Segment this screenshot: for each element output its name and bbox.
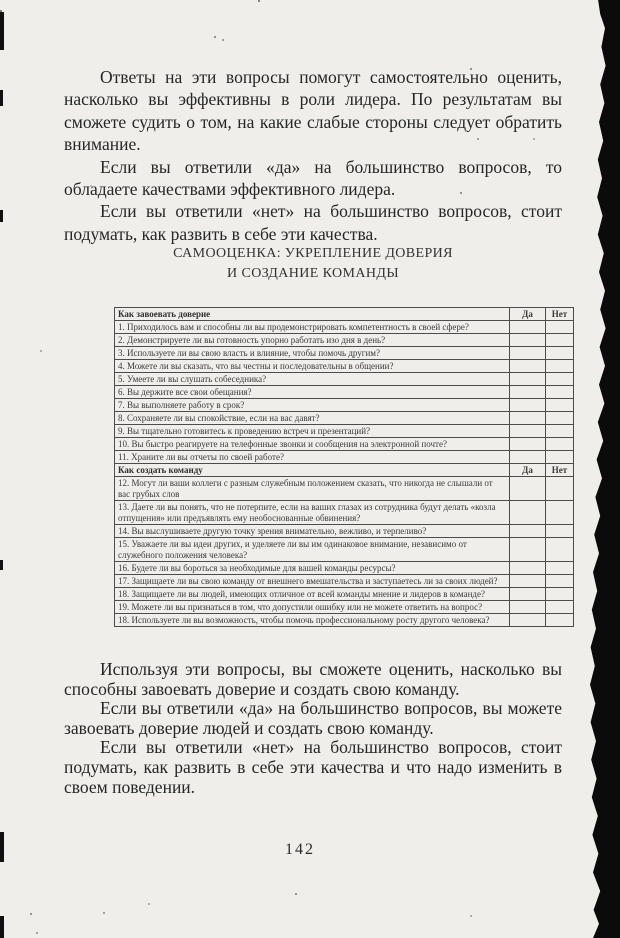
yes-column-header: Да	[510, 464, 546, 477]
table-row	[115, 412, 574, 425]
no-answer-cell	[546, 575, 574, 588]
scan-edge-band	[590, 0, 620, 938]
paragraph: Используя эти вопросы, вы сможете оценить, насколько вы способны завоевать доверие и создать свою команду.	[64, 659, 562, 699]
question-cell: 3. Используете ли вы свою власть и влияние, чтобы помочь другим?	[115, 347, 510, 360]
question-cell: 15. Уважаете ли вы идеи других, и уделяете ли вы им одинаковое внимание, независимо от служебного положения человека?	[115, 538, 510, 562]
yes-answer-cell	[510, 399, 546, 412]
yes-answer-cell	[510, 601, 546, 614]
no-answer-cell	[546, 438, 574, 451]
no-answer-cell	[546, 425, 574, 438]
no-answer-cell	[546, 412, 574, 425]
scan-artifact	[0, 560, 3, 570]
no-answer-cell	[546, 525, 574, 538]
no-answer-cell	[546, 501, 574, 525]
no-answer-cell	[546, 386, 574, 399]
no-answer-cell	[546, 334, 574, 347]
yes-answer-cell	[510, 412, 546, 425]
paragraph: Если вы ответили «да» на большинство вопросов, вы можете завоевать доверие людей и создать свою команду.	[64, 698, 562, 738]
table-row	[115, 538, 574, 562]
no-answer-cell	[546, 399, 574, 412]
scan-artifact	[0, 12, 4, 50]
yes-answer-cell	[510, 347, 546, 360]
question-cell: 5. Умеете ли вы слушать собеседника?	[115, 373, 510, 386]
yes-answer-cell	[510, 538, 546, 562]
table-row	[115, 451, 574, 464]
paragraph: Если вы ответили «нет» на большинство вопросов, стоит подумать, как развить в себе эти качества и что надо изменить в своем поведении.	[64, 737, 562, 797]
table-row	[115, 334, 574, 347]
no-answer-cell	[546, 588, 574, 601]
question-cell: 11. Храните ли вы отчеты по своей работе?	[115, 451, 510, 464]
yes-answer-cell	[510, 373, 546, 386]
question-cell: 12. Могут ли ваши коллеги с разным служебным положением сказать, что никогда не слышали от вас грубых слов	[115, 477, 510, 501]
table-row	[115, 321, 574, 334]
question-cell: 10. Вы быстро реагируете на телефонные звонки и сообщения на электронной почте?	[115, 438, 510, 451]
scan-artifact	[0, 210, 3, 222]
table-row	[115, 360, 574, 373]
paragraph: Если вы ответили «да» на большинство вопросов, то обладаете качествами эффективного лидера.	[64, 156, 562, 200]
yes-answer-cell	[510, 386, 546, 399]
table-row	[115, 588, 574, 601]
heading-line-1: САМООЦЕНКА: УКРЕПЛЕНИЕ ДОВЕРИЯ	[173, 246, 453, 261]
table-row	[115, 501, 574, 525]
yes-answer-cell	[510, 614, 546, 627]
yes-answer-cell	[510, 477, 546, 501]
table-row	[115, 399, 574, 412]
yes-answer-cell	[510, 360, 546, 373]
yes-answer-cell	[510, 575, 546, 588]
yes-answer-cell	[510, 525, 546, 538]
yes-answer-cell	[510, 334, 546, 347]
question-cell: 18. Используете ли вы возможность, чтобы помочь профессиональному росту другого человека?	[115, 614, 510, 627]
no-answer-cell	[546, 614, 574, 627]
table-row	[115, 562, 574, 575]
table-row	[115, 601, 574, 614]
question-cell: 13. Даете ли вы понять, что не потерпите, если на ваших глазах из сотрудника будут делать «козла отпущения» или предъявлять ему необоснованные обвинения?	[115, 501, 510, 525]
question-cell: 1. Приходилось вам и способны ли вы продемонстрировать компетентность в своей сфере?	[115, 321, 510, 334]
table-row	[115, 373, 574, 386]
no-answer-cell	[546, 601, 574, 614]
question-cell: 2. Демонстрируете ли вы готовность упорно работать изо дня в день?	[115, 334, 510, 347]
no-answer-cell	[546, 562, 574, 575]
no-column-header: Нет	[546, 308, 574, 321]
question-cell: 7. Вы выполняете работу в срок?	[115, 399, 510, 412]
question-cell: 8. Сохраняете ли вы спокойствие, если на вас давят?	[115, 412, 510, 425]
scan-specks	[0, 10, 2, 12]
table-row	[115, 614, 574, 627]
table-row	[115, 438, 574, 451]
heading-line-2: И СОЗДАНИЕ КОМАНДЫ	[227, 266, 399, 281]
yes-answer-cell	[510, 425, 546, 438]
table-row	[115, 525, 574, 538]
section-title: Как создать команду	[115, 464, 510, 477]
yes-answer-cell	[510, 588, 546, 601]
table-row	[115, 425, 574, 438]
yes-answer-cell	[510, 501, 546, 525]
paragraph: Ответы на эти вопросы помогут самостоятельно оценить, насколько вы эффективны в роли лидера. По результатам вы сможете судить о том, на какие слабые стороны следует обратить внимание.	[64, 67, 562, 155]
no-answer-cell	[546, 373, 574, 386]
question-cell: 14. Вы выслушиваете другую точку зрения внимательно, вежливо, и терпеливо?	[115, 525, 510, 538]
question-cell: 9. Вы тщательно готовитесь к проведению встреч и презентаций?	[115, 425, 510, 438]
table-section-header	[115, 308, 574, 321]
no-answer-cell	[546, 477, 574, 501]
question-cell: 6. Вы держите все свои обещания?	[115, 386, 510, 399]
question-cell: 19. Можете ли вы признаться в том, что допустили ошибку или не можете ответить на вопрос?	[115, 601, 510, 614]
no-answer-cell	[546, 451, 574, 464]
self-assessment-table	[114, 307, 574, 627]
table-row	[115, 477, 574, 501]
scan-artifact	[0, 90, 3, 106]
yes-answer-cell	[510, 321, 546, 334]
table-section-header	[115, 464, 574, 477]
table-row	[115, 575, 574, 588]
no-answer-cell	[546, 538, 574, 562]
no-answer-cell	[546, 347, 574, 360]
question-cell: 17. Защищаете ли вы свою команду от внешнего вмешательства и заступаетесь ли за своих людей?	[115, 575, 510, 588]
table-row	[115, 386, 574, 399]
paragraph: Если вы ответили «нет» на большинство вопросов, стоит подумать, как развить в себе эти качества.	[64, 201, 562, 244]
page-number: 142	[285, 841, 315, 858]
question-cell: 18. Защищаете ли вы людей, имеющих отличное от всей команды мнение и лидеров в команде?	[115, 588, 510, 601]
no-column-header: Нет	[546, 464, 574, 477]
section-heading	[64, 244, 562, 284]
question-cell: 4. Можете ли вы сказать, что вы честны и последовательны в общении?	[115, 360, 510, 373]
yes-answer-cell	[510, 562, 546, 575]
outro-paragraphs	[64, 660, 562, 797]
no-answer-cell	[546, 321, 574, 334]
question-cell: 16. Будете ли вы бороться за необходимые для вашей команды ресурсы?	[115, 562, 510, 575]
yes-answer-cell	[510, 451, 546, 464]
yes-column-header: Да	[510, 308, 546, 321]
intro-paragraphs	[64, 66, 562, 245]
no-answer-cell	[546, 360, 574, 373]
yes-answer-cell	[510, 438, 546, 451]
section-title: Как завоевать доверие	[115, 308, 510, 321]
table-row	[115, 347, 574, 360]
scan-artifact	[0, 916, 4, 938]
